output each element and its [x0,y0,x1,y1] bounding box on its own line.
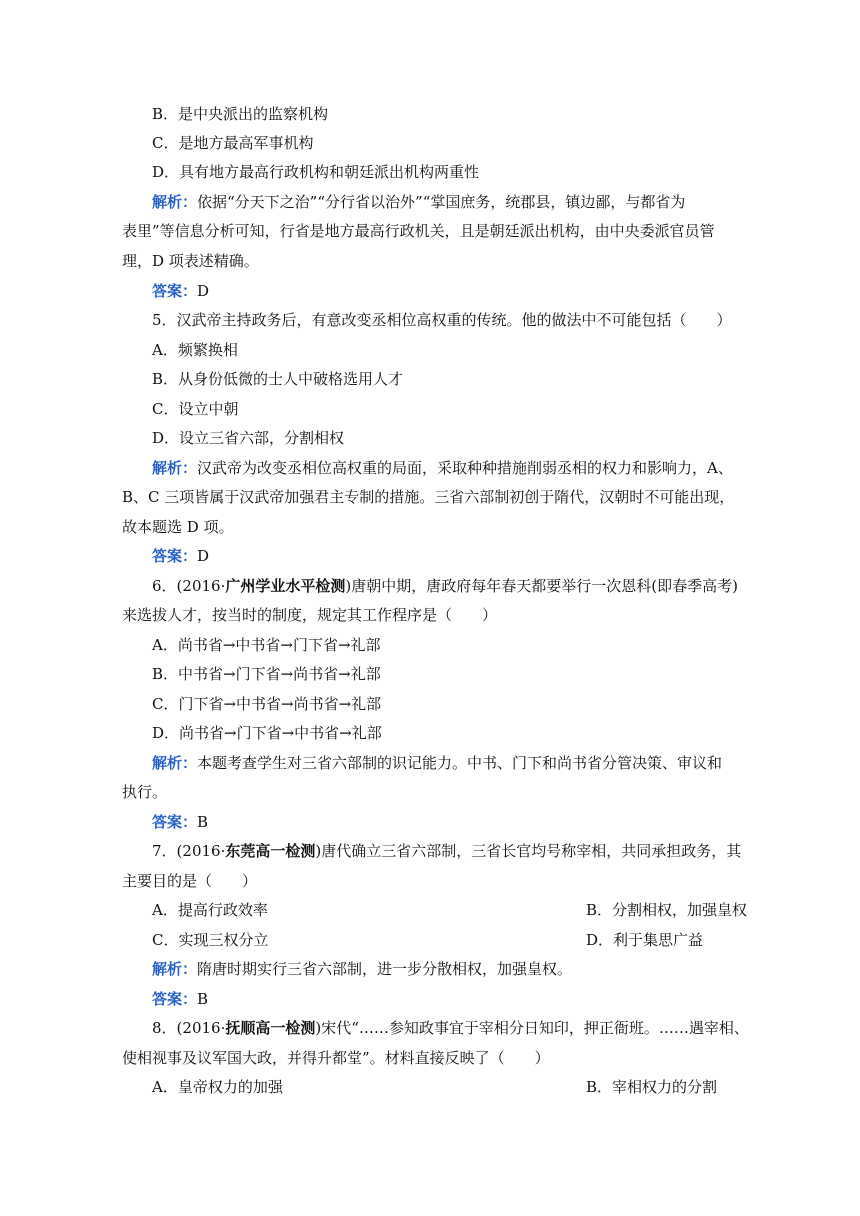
option-a-line [152,634,381,656]
question-source: 广州学业水平检测 [225,577,346,595]
option-text: C．是地方最高军事机构 [152,134,314,152]
analysis-continuation [122,486,734,508]
answer-label: 答案： [152,990,198,1008]
option-text: B．从身份低微的士人中破格选用人才 [152,370,404,388]
option-text: D．利于集思广益 [586,931,704,949]
option-d-line [152,722,382,744]
analysis-continuation [122,220,715,242]
option-b-line [152,103,328,125]
question-text: 使相视事及议军国大政，并得升都堂”。材料直接反映了（ ） [122,1049,550,1067]
option-c-line [152,398,238,420]
option-text: D．具有地方最高行政机构和朝廷派出机构两重性 [152,163,480,181]
option-text: B．分割相权，加强皇权 [586,901,748,919]
option-row-ab [152,899,748,921]
question-text: 6．(2016· [152,577,226,595]
question-text: 8．(2016· [152,1019,226,1037]
analysis-text: 理，D 项表述精确。 [122,252,259,270]
analysis-continuation [122,516,234,538]
analysis-line [152,752,722,774]
analysis-text: 本题考查学生对三省六部制的识记能力。中书、门下和尚书省分管决策、审议和 [197,754,723,772]
analysis-continuation [122,781,167,803]
analysis-text: B、C 三项皆属于汉武帝加强君主专制的措施。三省六部制初创于隋代，汉朝时不可能出现， [122,488,735,506]
answer-line [152,280,209,302]
answer-value: B [197,813,209,831]
option-text: C．设立中朝 [152,400,239,418]
question-text: )唐朝中期，唐政府每年春天都要举行一次恩科(即春季高考) [345,577,738,595]
answer-value: B [197,990,209,1008]
question-text: 5．汉武帝主持政务后，有意改变丞相位高权重的传统。他的做法中不可能包括（ ） [152,311,732,329]
answer-value: D [197,282,210,300]
question-text: 主要目的是（ ） [122,872,258,890]
option-row-cd [152,929,704,951]
answer-line [152,545,209,567]
question-source: 抚顺高一检测 [225,1019,316,1037]
analysis-text: 故本题选 D 项。 [122,518,234,536]
option-text: A．提高行政效率 [152,901,268,919]
option-text: B．中书省→门下省→尚书省→礼部 [152,665,381,683]
question-text: 7．(2016· [152,842,226,860]
answer-label: 答案： [152,813,198,831]
answer-line [152,811,208,833]
question-7-stem [152,840,741,862]
answer-label: 答案： [152,282,198,300]
option-a-line [152,339,238,361]
question-8-stem [152,1017,749,1039]
question-6-stem [152,575,738,597]
question-continuation [122,1047,550,1069]
question-continuation [122,604,497,626]
option-text: A．尚书省→中书省→门下省→礼部 [152,636,381,654]
option-text: B．宰相权力的分割 [586,1078,718,1096]
option-text: A．频繁换相 [152,341,238,359]
analysis-text: 汉武帝为改变丞相位高权重的局面，采取种种措施削弱丞相的权力和影响力，A、 [197,459,733,477]
question-source: 东莞高一检测 [225,842,316,860]
option-text: A．皇帝权力的加强 [152,1078,283,1096]
analysis-text: 隋唐时期实行三省六部制，进一步分散相权，加强皇权。 [197,960,573,978]
option-row-ab [152,1076,718,1098]
answer-line [152,988,208,1010]
analysis-text: 表里”等信息分析可知，行省是地方最高行政机关，且是朝廷派出机构，由中央委派官员管 [122,222,715,240]
analysis-label: 解析： [152,960,198,978]
question-continuation [122,870,257,892]
option-text: B．是中央派出的监察机构 [152,105,329,123]
option-c-line [152,132,313,154]
option-text: D．设立三省六部，分割相权 [152,429,345,447]
answer-label: 答案： [152,547,198,565]
question-text: )宋代“……参知政事宜于宰相分日知印，押正衙班。……遇宰相、 [315,1019,749,1037]
option-c-line [152,693,381,715]
analysis-text: 依据“分天下之治”“分行省以治外”“掌国庶务，统郡县，镇边鄙，与都省为 [197,193,686,211]
option-b-line [152,368,403,390]
option-text: C．实现三权分立 [152,931,269,949]
analysis-line [152,958,572,980]
analysis-continuation [122,250,259,272]
question-text: 来选拔人才，按当时的制度，规定其工作程序是（ ） [122,606,498,624]
analysis-line [152,191,685,213]
option-text: C．门下省→中书省→尚书省→礼部 [152,695,382,713]
analysis-label: 解析： [152,193,198,211]
question-5-stem [152,309,732,331]
option-text: D．尚书省→门下省→中书省→礼部 [152,724,382,742]
option-d-line [152,161,479,183]
answer-value: D [197,547,210,565]
analysis-line [152,457,733,479]
analysis-label: 解析： [152,459,198,477]
option-d-line [152,427,344,449]
analysis-label: 解析： [152,754,198,772]
option-b-line [152,663,381,685]
analysis-text: 执行。 [122,783,168,801]
question-text: )唐代确立三省六部制，三省长官均号称宰相，共同承担政务，其 [315,842,742,860]
